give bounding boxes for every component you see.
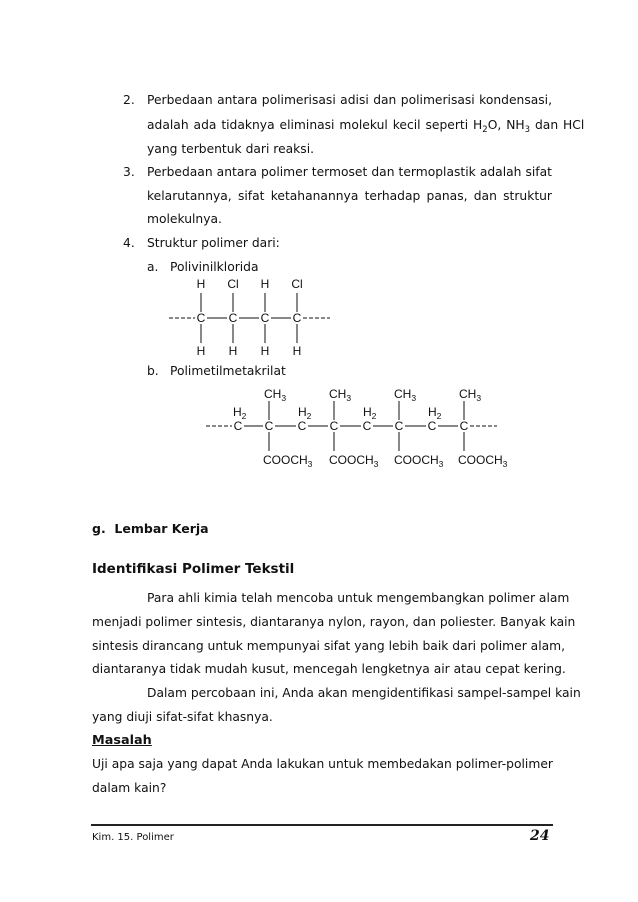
pmma-h2-0-sub: 2 (241, 411, 247, 421)
pvc-bottom-1: H (228, 344, 238, 358)
pmma-c-0: C (233, 419, 243, 433)
pmma-cooch3-2-text: COOCH (394, 453, 439, 467)
pmma-h2-1-text: H (298, 405, 307, 419)
item4a-text: Polivinilklorida (170, 260, 259, 274)
pvc-mid-0: C (196, 311, 206, 325)
pmma-cooch3-1 (329, 453, 379, 469)
item3-line3: molekulnya. (147, 212, 222, 226)
pmma-c-5: C (394, 419, 404, 433)
identifikasi-p2-line2: yang diuji sifat-sifat khasnya. (92, 710, 273, 724)
pmma-c-3: C (329, 419, 339, 433)
pmma-ch3-3-sub: 3 (476, 393, 482, 403)
pmma-c-2: C (297, 419, 307, 433)
item3-number: 3. (123, 165, 135, 179)
footer-title: Kim. 15. Polimer (92, 832, 174, 843)
item4-line1: Struktur polimer dari: (147, 236, 280, 250)
item4b-label: b. (147, 364, 159, 378)
pmma-ch3-1 (329, 387, 351, 403)
pmma-c-7: C (459, 419, 469, 433)
page-number: 24 (530, 828, 550, 844)
pmma-h2-3-text: H (428, 405, 437, 419)
pvc-mid-1: C (228, 311, 238, 325)
item4b-text: Polimetilmetakrilat (170, 364, 286, 378)
section-g-title: Lembar Kerja (114, 521, 209, 536)
pmma-cooch3-2 (394, 453, 444, 469)
identifikasi-p1-line2: menjadi polimer sintesis, diantaranya nylon, rayon, dan poliester. Banyak kain (92, 615, 576, 629)
pvc-mid-2: C (260, 311, 270, 325)
masalah-title: Masalah (92, 733, 152, 748)
pmma-c-6: C (427, 419, 437, 433)
pmma-ch3-3 (459, 387, 481, 403)
identifikasi-p1-line1: Para ahli kimia telah mencoba untuk mengembangkan polimer alam (147, 591, 570, 605)
pmma-ch3-0-sub: 3 (281, 393, 287, 403)
pmma-h2-3-sub: 2 (436, 411, 442, 421)
pvc-mid-3: C (292, 311, 302, 325)
pvc-top-3: Cl (291, 277, 303, 291)
pmma-cooch3-2-sub: 3 (438, 459, 444, 469)
masalah-line1: Uji apa saja yang dapat Anda lakukan untuk membedakan polimer-polimer (92, 757, 553, 771)
pmma-ch3-1-text: CH (329, 387, 347, 401)
identifikasi-title: Identifikasi Polimer Tekstil (92, 561, 295, 577)
pmma-cooch3-1-sub: 3 (373, 459, 379, 469)
pvc-top-0: H (196, 277, 206, 291)
item2-line2-pre: adalah ada tidaknya eliminasi molekul kecil seperti H (147, 118, 483, 132)
pvc-top-2: H (260, 277, 270, 291)
identifikasi-p1-line4: diantaranya tidak mudah kusut, mencegah lengketnya air atau cepat kering. (92, 662, 566, 676)
item2-line2 (147, 118, 585, 135)
pmma-structure (200, 380, 530, 470)
pmma-h2-0-text: H (233, 405, 242, 419)
pvc-top-1: Cl (227, 277, 239, 291)
identifikasi-p2-line1: Dalam percobaan ini, Anda akan mengidentifikasi sampel-sampel kain (147, 686, 581, 700)
pmma-ch3-2 (394, 387, 416, 403)
pmma-ch3-1-sub: 3 (346, 393, 352, 403)
pmma-h2-2-sub: 2 (371, 411, 377, 421)
pvc-structure (160, 274, 350, 360)
item2-nh3-subscript: 3 (524, 125, 531, 135)
section-g-heading (92, 521, 209, 536)
pmma-ch3-3-text: CH (459, 387, 477, 401)
pmma-ch3-0-text: CH (264, 387, 282, 401)
pmma-cooch3-3-sub: 3 (502, 459, 508, 469)
pmma-ch3-0 (264, 387, 286, 403)
pmma-cooch3-0-text: COOCH (263, 453, 308, 467)
pmma-h2-2-text: H (363, 405, 372, 419)
pmma-cooch3-3-text: COOCH (458, 453, 503, 467)
item2-line3: yang terbentuk dari reaksi. (147, 142, 315, 156)
pmma-cooch3-0-sub: 3 (307, 459, 313, 469)
item3-line2: kelarutannya, sifat ketahanannya terhadap panas, dan struktur (147, 189, 552, 203)
pmma-ch3-2-sub: 3 (411, 393, 417, 403)
item2-line1: Perbedaan antara polimerisasi adisi dan polimerisasi kondensasi, (147, 93, 552, 107)
identifikasi-p1-line3: sintesis dirancang untuk mempunyai sifat yang lebih baik dari polimer alam, (92, 639, 566, 653)
pmma-h2-1-sub: 2 (306, 411, 312, 421)
footer-rule (91, 824, 553, 826)
pmma-ch3-2-text: CH (394, 387, 412, 401)
pmma-cooch3-1-text: COOCH (329, 453, 374, 467)
item3-line1: Perbedaan antara polimer termoset dan termoplastik adalah sifat (147, 165, 552, 179)
masalah-line2: dalam kain? (92, 781, 167, 795)
pmma-c-1: C (264, 419, 274, 433)
pmma-c-4: C (362, 419, 372, 433)
item2-line2-post: dan HCl (530, 118, 585, 132)
pvc-bottom-2: H (260, 344, 270, 358)
item2-line2-mid: O, NH (487, 118, 525, 132)
item4-number: 4. (123, 236, 135, 250)
pvc-bottom-0: H (196, 344, 206, 358)
item4a-label: a. (147, 260, 159, 274)
pmma-cooch3-3 (458, 453, 508, 469)
item2-h2-subscript: 2 (482, 125, 488, 135)
pvc-bottom-3: H (292, 344, 302, 358)
pmma-cooch3-0 (263, 453, 313, 469)
item2-number: 2. (123, 93, 135, 107)
section-g-label: g. (92, 521, 106, 536)
